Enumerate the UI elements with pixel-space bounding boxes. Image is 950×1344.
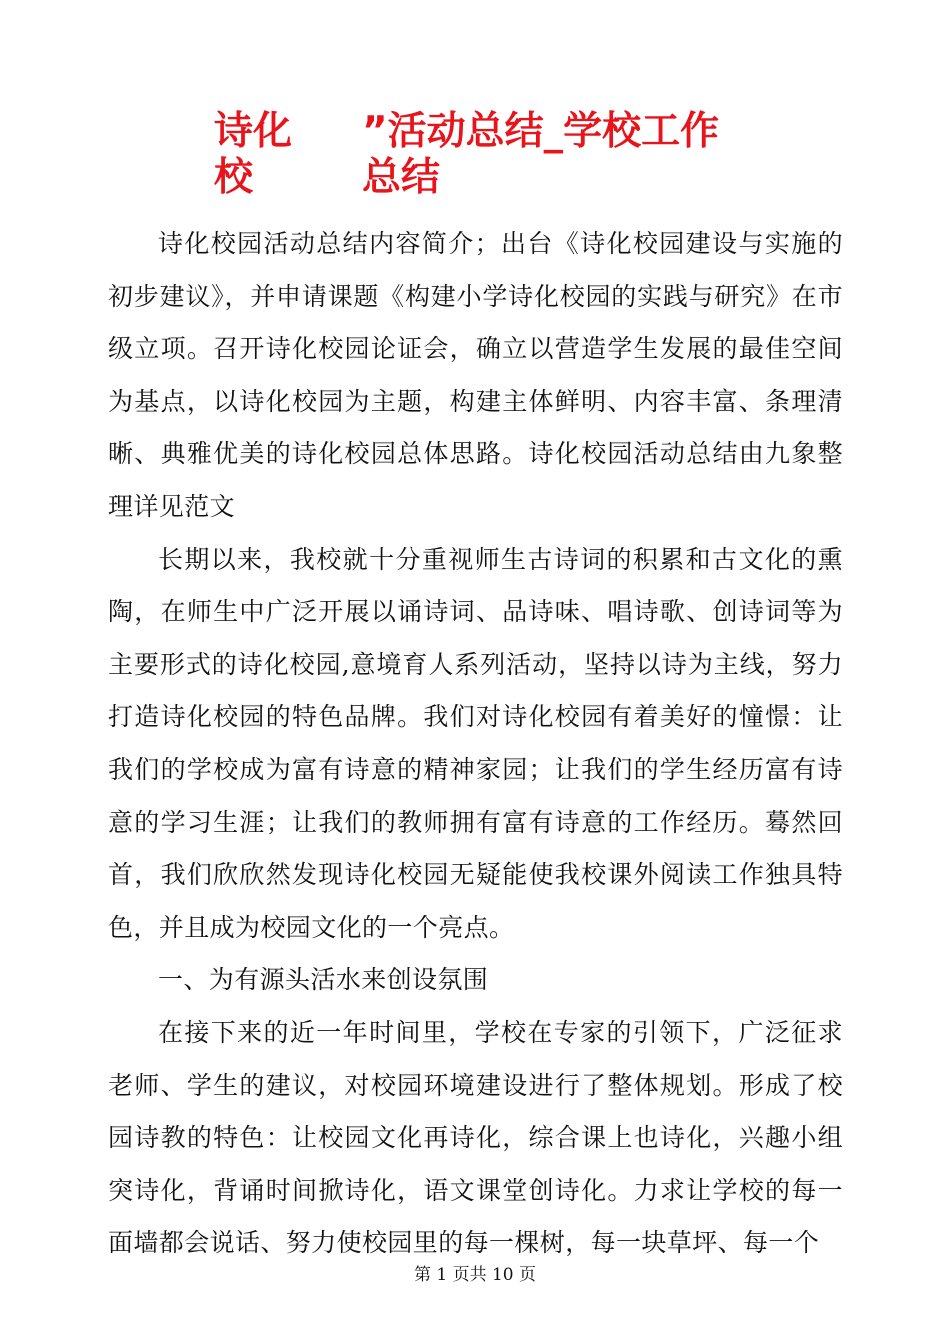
title-line1-left: 诗化	[214, 109, 293, 154]
page-footer: 第 1 页共 10 页	[413, 1265, 537, 1285]
section-heading-1: 一、为有源头活水来创设氛围	[158, 965, 489, 995]
title-line2-right: 总结	[362, 155, 441, 200]
title-line1-right: ”活动总结_学校工作	[362, 109, 720, 154]
title-line2-left: 校	[214, 155, 254, 200]
paragraph-section-1: 在接下来的近一年时间里，学校在专家的引领下，广泛征求老师、学生的建议，对校园环境建设进行了整体规划。形成了校园诗教的特色：让校园文化再诗化，综合课上也诗化，兴趣小组突诗化，背诵时间掀诗化，语文课堂创诗化。力求让学校的每一面墙都会说话、努力使校园里的每一棵树，每一块草坪、每一个	[108, 1017, 843, 1258]
paragraph-background: 长期以来，我校就十分重视师生古诗词的积累和古文化的熏陶，在师生中广泛开展以诵诗词、品诗味、唱诗歌、创诗词等为主要形式的诗化校园,意境育人系列活动，坚持以诗为主线，努力打造诗化校园的特色品牌。我们对诗化校园有着美好的憧憬：让我们的学校成为富有诗意的精神家园；让我们的学生经历富有诗意的学习生涯；让我们的教师拥有富有诗意的工作经历。蓦然回首，我们欣欣然发现诗化校园无疑能使我校课外阅读工作独具特色，并且成为校园文化的一个亮点。	[108, 544, 843, 942]
paragraph-summary: 诗化校园活动总结内容简介；出台《诗化校园建设与实施的初步建议》，并申请课题《构建小学诗化校园的实践与研究》在市级立项。召开诗化校园论证会，确立以营造学生发展的最佳空间为基点，以诗化校园为主题，构建主体鲜明、内容丰富、条理清晰、典雅优美的诗化校园总体思路。诗化校园活动总结由九象整理详见范文	[108, 229, 843, 521]
document-body	[108, 218, 843, 1270]
